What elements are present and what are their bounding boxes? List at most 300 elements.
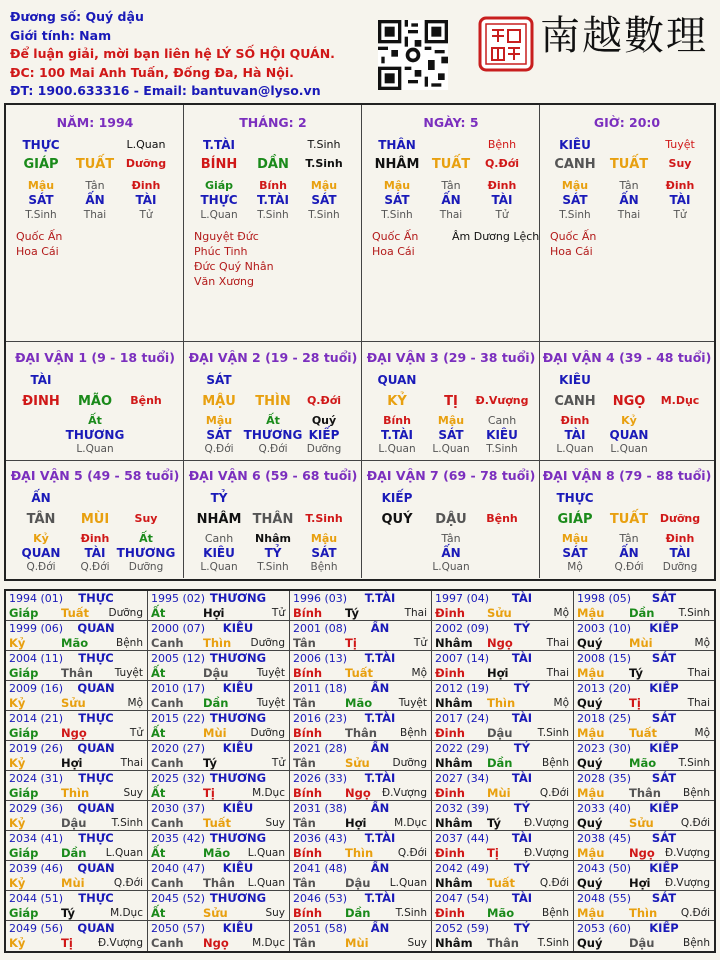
dai-van-ten-god: ẤN [31, 491, 51, 505]
year-ten-god: SÁT [651, 711, 677, 725]
year-cell [290, 621, 432, 651]
year-stem: Quý [577, 936, 603, 950]
dai-van-life-stage: T.Sinh [486, 443, 518, 455]
year-cell [290, 741, 432, 771]
dai-van-ten-god: TỶ [210, 491, 228, 505]
year-life-stage: Tuyệt [256, 667, 285, 679]
year-cell [290, 861, 432, 891]
dai-van-hidden-stem: Bính [383, 414, 411, 427]
year-label: 1996 (03) [293, 592, 348, 605]
year-label: 2008 (15) [577, 652, 632, 665]
pillar-ten-god: SÁT [562, 193, 588, 207]
dai-van-stage: M.Dục [660, 394, 700, 407]
year-ten-god: THỰC [78, 891, 114, 905]
dai-van-life-stage: Q.Đới [258, 443, 288, 455]
dai-van-hidden-god: ẤN [441, 546, 461, 560]
year-cell [148, 681, 290, 711]
dai-van-hidden-stem: Canh [487, 414, 517, 427]
year-label: 2053 (60) [577, 922, 632, 935]
year-branch: Mão [629, 756, 657, 770]
dai-van-hidden-stem: Tân [441, 532, 461, 545]
year-stem: Mậu [577, 786, 605, 800]
year-stem: Bính [293, 726, 323, 740]
year-cell [432, 861, 574, 891]
year-branch: Tuất [61, 606, 90, 620]
year-cell [6, 741, 148, 771]
pillar-stem-branch: NHÂM [374, 157, 420, 172]
year-life-stage: M.Dục [394, 817, 427, 829]
year-cell [290, 801, 432, 831]
pillar-chart [4, 103, 716, 581]
year-stem: Nhâm [435, 816, 473, 830]
pillar-ten-god: ẤN [85, 193, 105, 207]
year-life-stage: Mộ [411, 667, 427, 679]
year-stem: Đinh [435, 846, 465, 860]
dai-van-cell [184, 342, 362, 461]
year-label: 2018 (25) [577, 712, 632, 725]
year-cell [290, 771, 432, 801]
year-label: 2022 (29) [435, 742, 490, 755]
dai-van-title: ĐẠI VẬN 6 (59 - 68 tuổi) [188, 468, 358, 483]
dai-van-stem-branch: MÙI [80, 512, 110, 527]
year-ten-god: TỶ [513, 681, 531, 695]
dai-van-title: ĐẠI VẬN 4 (39 - 48 tuổi) [542, 350, 712, 365]
year-ten-god: TỶ [513, 621, 531, 635]
year-stem: Đinh [435, 726, 465, 740]
pillar-life-stage: Thai [617, 209, 641, 221]
year-cell [574, 621, 714, 651]
owner-line: Đương số: Quý dậu [10, 9, 144, 24]
year-cell [148, 861, 290, 891]
year-stem: Bính [293, 786, 323, 800]
year-ten-god: KIẾP [649, 861, 679, 875]
pillar-ten-god: SÁT [311, 193, 337, 207]
year-stem: Tân [293, 876, 316, 890]
year-cell [148, 711, 290, 741]
year-branch: Ngọ [61, 726, 87, 740]
year-label: 2012 (19) [435, 682, 490, 695]
year-life-stage: T.Sinh [111, 817, 143, 829]
dai-van-hidden-god: KIẾP [308, 428, 340, 442]
year-life-stage: L.Quan [247, 847, 285, 859]
pillar-stage: Suy [668, 157, 692, 170]
dai-van-ten-god: THỰC [556, 491, 594, 505]
year-branch: Mão [345, 696, 373, 710]
year-stem: Mậu [577, 846, 605, 860]
year-ten-god: KIÊU [222, 921, 254, 935]
year-branch: Tý [345, 606, 359, 620]
pillar-stem-branch: TUẤT [431, 157, 471, 172]
year-ten-god: QUAN [77, 801, 115, 815]
year-ten-god: ẤN [370, 621, 390, 635]
year-ten-god: QUAN [77, 681, 115, 695]
year-stem: Đinh [435, 906, 465, 920]
pillar-star-note: Quốc Ấn [372, 230, 419, 243]
year-branch: Thân [61, 666, 93, 680]
year-label: 2005 (12) [151, 652, 206, 665]
year-stem: Canh [151, 876, 184, 890]
pillar-life-stage: Tử [139, 209, 153, 221]
year-cell [290, 651, 432, 681]
year-stem: Quý [577, 816, 603, 830]
year-cell [432, 651, 574, 681]
year-label: 2037 (44) [435, 832, 490, 845]
pillar-stage: T.Sinh [305, 157, 343, 170]
dai-van-hidden-stem: Quý [311, 414, 337, 427]
year-life-stage: M.Dục [252, 937, 285, 949]
dai-van-life-stage: Q.Đới [614, 561, 644, 573]
pillar-ten-god: THỰC [200, 193, 238, 207]
year-life-stage: Tử [129, 727, 143, 739]
year-life-stage: Dưỡng [392, 757, 427, 769]
year-cell [6, 621, 148, 651]
dai-van-hidden-stem: Ất [88, 414, 102, 427]
pillar-ten-god: ẤN [441, 193, 461, 207]
pillar-top-star: T.TÀI [203, 138, 235, 152]
dai-van-life-stage: Dưỡng [128, 561, 164, 573]
year-label: 2043 (50) [577, 862, 632, 875]
year-life-stage: Đ.Vượng [97, 937, 143, 949]
pillar-star-note: Văn Xương [194, 275, 254, 288]
dai-van-life-stage: L.Quan [556, 443, 594, 455]
dai-van-title: ĐẠI VẬN 2 (19 - 28 tuổi) [188, 350, 358, 365]
year-ten-god: SÁT [651, 771, 677, 785]
year-life-stage: Suy [407, 937, 427, 949]
dai-van-life-stage: Q.Đới [80, 561, 110, 573]
year-ten-god: QUAN [77, 621, 115, 635]
dai-van-ten-god: KIẾP [381, 491, 413, 505]
year-stem: Quý [577, 756, 603, 770]
year-label: 2041 (48) [293, 862, 348, 875]
pillar-top-star: Bệnh [487, 138, 517, 151]
pillar-star-note: Quốc Ấn [16, 230, 63, 243]
pillar-hidden-stem: Mậu [27, 179, 55, 192]
year-label: 2046 (53) [293, 892, 348, 905]
year-ten-god: KIÊU [222, 621, 254, 635]
year-stem: Giáp [9, 786, 39, 800]
year-ten-god: THỰC [78, 711, 114, 725]
dai-van-stem-branch: NGỌ [612, 394, 646, 409]
year-label: 2019 (26) [9, 742, 64, 755]
year-ten-god: TÀI [511, 831, 533, 845]
pillar-top-star: Tuyệt [665, 138, 695, 151]
pillar-hidden-stem: Đinh [487, 179, 517, 192]
pillar-stem-branch: TUẤT [75, 157, 115, 172]
year-ten-god: T.TÀI [364, 831, 396, 845]
year-life-stage: Dưỡng [250, 637, 285, 649]
dai-van-hidden-stem: Kỷ [33, 532, 49, 545]
year-branch: Ngọ [487, 636, 513, 650]
dai-van-hidden-stem: Đinh [665, 532, 695, 545]
year-cell [148, 741, 290, 771]
dai-van-ten-god: KIÊU [559, 373, 591, 387]
year-stem: Mậu [577, 666, 605, 680]
year-stem: Ất [151, 786, 166, 800]
year-label: 2006 (13) [293, 652, 348, 665]
year-ten-god: TÀI [511, 591, 533, 605]
dai-van-life-stage: L.Quan [432, 443, 470, 455]
dai-van-stem-branch: THÌN [255, 394, 291, 409]
dai-van-hidden-god: SÁT [438, 428, 464, 442]
pillar-stem-branch: TUẤT [609, 157, 649, 172]
year-cell [6, 591, 148, 621]
year-label: 2034 (41) [9, 832, 64, 845]
pillar-ten-god: TÀI [669, 193, 691, 207]
year-label: 2052 (59) [435, 922, 490, 935]
dai-van-hidden-god: QUAN [609, 428, 649, 442]
dai-van-hidden-stem: Mậu [561, 532, 589, 545]
year-branch: Tị [203, 786, 215, 800]
dai-van-life-stage: Mộ [567, 561, 583, 573]
year-life-stage: Đ.Vượng [523, 847, 569, 859]
year-branch: Tý [203, 756, 217, 770]
dai-van-title: ĐẠI VẬN 5 (49 - 58 tuổi) [10, 468, 180, 483]
year-branch: Dậu [629, 936, 655, 950]
year-life-stage: Đ.Vượng [664, 847, 710, 859]
pillar-stem-branch: DẦN [257, 157, 289, 172]
year-branch: Sửu [629, 816, 654, 830]
year-stem: Ất [151, 906, 166, 920]
dai-van-hidden-god: ẤN [619, 546, 639, 560]
year-label: 2044 (51) [9, 892, 64, 905]
dai-van-stage: T.Sinh [305, 512, 343, 525]
dai-van-stem-branch: TỊ [444, 394, 458, 409]
dai-van-life-stage: Q.Đới [26, 561, 56, 573]
year-branch: Mùi [203, 726, 227, 740]
year-cell [290, 891, 432, 921]
pillar-title: NĂM: 1994 [56, 115, 134, 130]
year-life-stage: Tuyệt [398, 697, 427, 709]
brand-title: 南越數理 [540, 13, 708, 59]
pillar-hidden-stem: Mậu [561, 179, 589, 192]
year-life-stage: Đ.Vượng [523, 817, 569, 829]
seal-stamp-icon [478, 16, 534, 72]
dai-van-cell [6, 342, 184, 461]
pillar-top-star: THỰC [22, 138, 60, 152]
dai-van-hidden-stem: Đinh [80, 532, 110, 545]
year-ten-god: KIÊU [222, 861, 254, 875]
year-ten-god: SÁT [651, 591, 677, 605]
year-stem: Kỷ [9, 696, 26, 710]
year-life-stage: Mộ [553, 697, 569, 709]
year-stem: Canh [151, 816, 184, 830]
pillar-life-stage: Tử [673, 209, 687, 221]
dai-van-life-stage: T.Sinh [257, 561, 289, 573]
dai-van-title: ĐẠI VẬN 1 (9 - 18 tuổi) [15, 350, 175, 365]
year-branch: Mão [61, 636, 89, 650]
year-stem: Nhâm [435, 636, 473, 650]
dai-van-hidden-god: THƯƠNG [116, 546, 176, 560]
year-branch: Thân [345, 726, 377, 740]
dai-van-cell [362, 460, 540, 578]
year-label: 2033 (40) [577, 802, 632, 815]
year-cell [290, 681, 432, 711]
year-ten-god: SÁT [651, 891, 677, 905]
pillar-ten-god: ẤN [619, 193, 639, 207]
year-life-stage: Dưỡng [250, 727, 285, 739]
year-life-stage: L.Quan [247, 877, 285, 889]
pillar-stem-branch: BÍNH [200, 157, 238, 172]
pillar-star-note: Phúc Tinh [194, 245, 248, 258]
pillar-top-star: L.Quan [126, 138, 166, 151]
year-branch: Tuất [203, 816, 232, 830]
pillar-hidden-stem: Bính [259, 179, 287, 192]
dai-van-stem-branch: ĐINH [22, 394, 60, 409]
dai-van-title: ĐẠI VẬN 3 (29 - 38 tuổi) [366, 350, 536, 365]
pillar-stage: Dưỡng [125, 157, 167, 170]
year-stem: Bính [293, 606, 323, 620]
year-label: 2026 (33) [293, 772, 348, 785]
year-label: 2039 (46) [9, 862, 64, 875]
year-label: 1999 (06) [9, 622, 64, 635]
year-ten-god: KIẾP [649, 921, 679, 935]
year-stem: Đinh [435, 786, 465, 800]
year-ten-god: T.TÀI [364, 891, 396, 905]
year-label: 2027 (34) [435, 772, 490, 785]
year-branch: Thân [487, 936, 519, 950]
year-cell [432, 741, 574, 771]
year-cell [290, 591, 432, 621]
year-cell [574, 681, 714, 711]
phone-email-line[interactable]: ĐT: 1900.633316 - Email: bantuvan@lyso.vn [10, 83, 321, 98]
year-ten-god: TỶ [513, 861, 531, 875]
year-cell [6, 711, 148, 741]
year-branch: Mùi [487, 786, 511, 800]
gender-line: Giới tính: Nam [10, 27, 112, 43]
pillar-life-stage: T.Sinh [559, 209, 591, 221]
year-cell [6, 831, 148, 861]
year-life-stage: Bệnh [400, 727, 427, 739]
year-branch: Tị [629, 696, 641, 710]
pillar-star-note: Hoa Cái [550, 245, 593, 258]
year-branch: Thìn [629, 906, 658, 920]
pillar-stage: Q.Đới [484, 157, 520, 170]
dai-van-stem-branch: DẬU [435, 512, 467, 527]
year-life-stage: Suy [123, 787, 143, 799]
dai-van-hidden-god: KIÊU [203, 546, 235, 560]
year-ten-god: THỰC [78, 651, 114, 665]
year-label: 2000 (07) [151, 622, 206, 635]
year-stem: Kỷ [9, 636, 26, 650]
year-label: 2049 (56) [9, 922, 64, 935]
year-ten-god: THỰC [78, 591, 114, 605]
dai-van-hidden-god: TÀI [564, 428, 586, 442]
year-branch: Hợi [203, 606, 225, 620]
dai-van-hidden-stem: Đinh [560, 414, 590, 427]
year-label: 2030 (37) [151, 802, 206, 815]
year-life-stage: Thai [120, 757, 143, 769]
year-stem: Kỷ [9, 876, 26, 890]
year-label: 2038 (45) [577, 832, 632, 845]
year-life-stage: Q.Đới [113, 877, 143, 889]
pillar-star-note: Đức Quý Nhân [194, 260, 274, 273]
year-ten-god: TÀI [511, 891, 533, 905]
pillar-ten-god: TÀI [135, 193, 157, 207]
year-branch: Ngọ [203, 936, 229, 950]
year-ten-god: ẤN [370, 681, 390, 695]
year-branch: Dậu [61, 816, 87, 830]
year-label: 2009 (16) [9, 682, 64, 695]
year-cell [432, 591, 574, 621]
dai-van-hidden-stem: Ất [139, 532, 153, 545]
year-branch: Mùi [629, 636, 653, 650]
dai-van-stem-branch: MÃO [77, 394, 113, 409]
year-branch: Tuất [345, 666, 374, 680]
year-ten-god: KIẾP [649, 681, 679, 695]
dai-van-cell [6, 460, 184, 578]
year-stem: Nhâm [435, 756, 473, 770]
year-branch: Ngọ [345, 786, 371, 800]
year-label: 2048 (55) [577, 892, 632, 905]
dai-van-life-stage: L.Quan [378, 443, 416, 455]
year-label: 2003 (10) [577, 622, 632, 635]
year-cell [148, 891, 290, 921]
year-stem: Ất [151, 606, 166, 620]
year-label: 2024 (31) [9, 772, 64, 785]
year-life-stage: Tuyệt [256, 697, 285, 709]
year-ten-god: KIÊU [222, 681, 254, 695]
year-life-stage: Q.Đới [397, 847, 427, 859]
year-branch: Mão [203, 846, 231, 860]
year-life-stage: Bệnh [683, 937, 710, 949]
pillar-ten-god: SÁT [28, 193, 54, 207]
year-ten-god: T.TÀI [364, 711, 396, 725]
year-ten-god: KIẾP [649, 621, 679, 635]
year-stem: Tân [293, 756, 316, 770]
dai-van-life-stage: L.Quan [610, 443, 648, 455]
year-label: 2031 (38) [293, 802, 348, 815]
year-cell [6, 891, 148, 921]
year-label: 2016 (23) [293, 712, 348, 725]
pillar-cell [362, 105, 540, 342]
qr-code-icon[interactable] [378, 20, 448, 90]
year-life-stage: Mộ [553, 607, 569, 619]
year-ten-god: ẤN [370, 861, 390, 875]
year-label: 1995 (02) [151, 592, 206, 605]
year-label: 2007 (14) [435, 652, 490, 665]
year-life-stage: Bệnh [542, 907, 569, 919]
year-cell [148, 921, 290, 951]
pillar-life-stage: Thai [439, 209, 463, 221]
year-label: 2036 (43) [293, 832, 348, 845]
year-cell [432, 711, 574, 741]
year-cell [6, 921, 148, 951]
year-branch: Mão [487, 906, 515, 920]
dai-van-stage: Q.Đới [306, 394, 342, 407]
year-label: 2021 (28) [293, 742, 348, 755]
year-ten-god: ẤN [370, 741, 390, 755]
year-label: 2020 (27) [151, 742, 206, 755]
pillar-ten-god: T.TÀI [257, 193, 289, 207]
dai-van-cell [184, 460, 362, 578]
dai-van-hidden-god: THƯƠNG [243, 428, 303, 442]
year-ten-god: KIÊU [222, 741, 254, 755]
pillar-hidden-stem: Giáp [204, 179, 234, 192]
year-life-stage: Thai [546, 637, 569, 649]
dai-van-hidden-god: TÀI [669, 546, 691, 560]
year-life-stage: T.Sinh [678, 607, 710, 619]
dai-van-hidden-god: QUAN [21, 546, 61, 560]
year-life-stage: Thai [546, 667, 569, 679]
year-cell [290, 831, 432, 861]
dai-van-hidden-stem: Canh [204, 532, 234, 545]
pillar-life-stage: Tử [495, 209, 509, 221]
year-life-stage: Bệnh [542, 757, 569, 769]
year-cell [432, 921, 574, 951]
year-life-stage: L.Quan [389, 877, 427, 889]
year-label: 2035 (42) [151, 832, 206, 845]
year-stem: Bính [293, 666, 323, 680]
